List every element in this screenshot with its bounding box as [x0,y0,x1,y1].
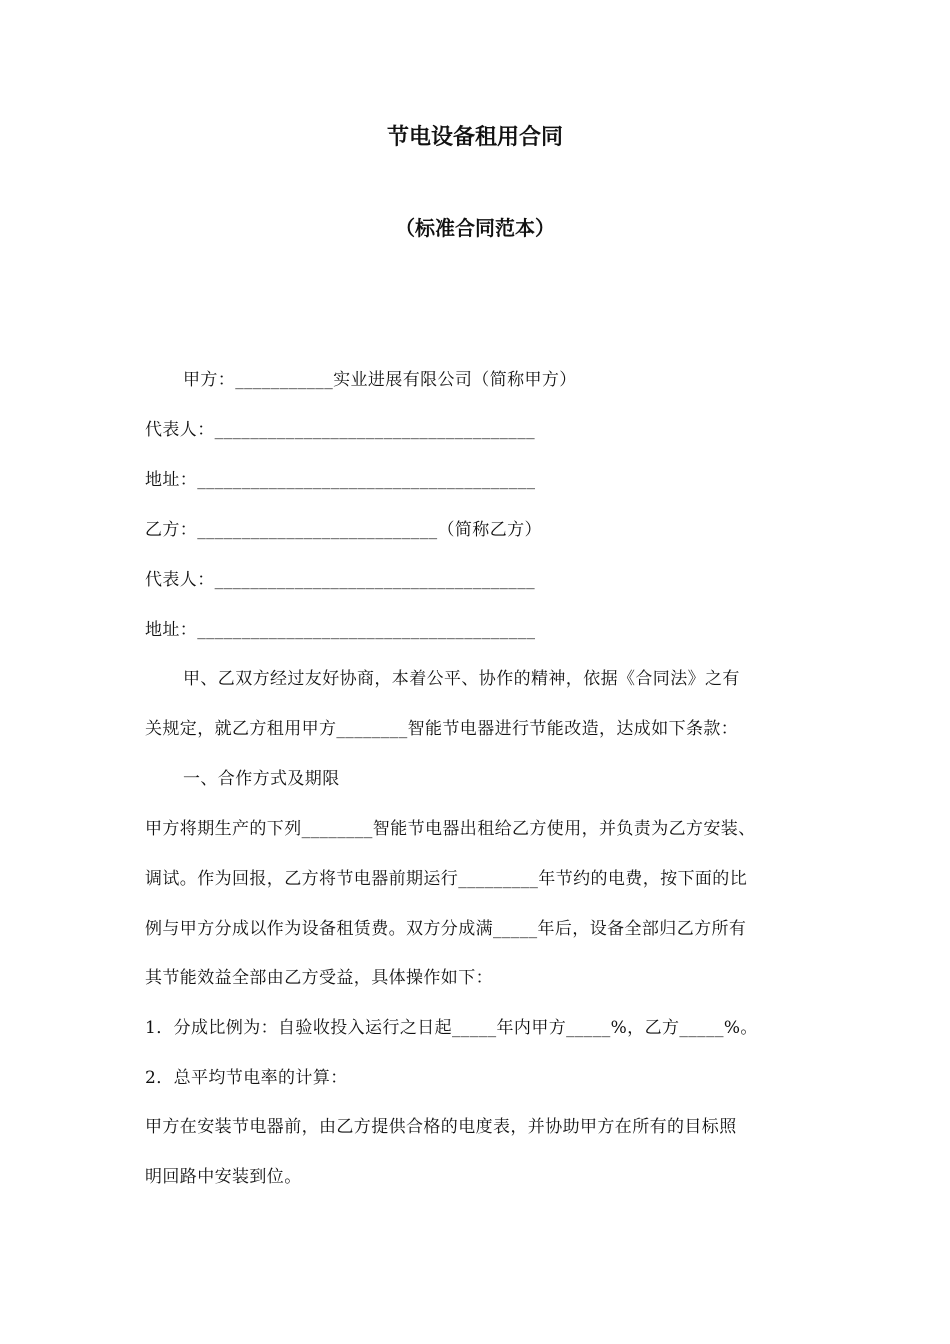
document-title: 节电设备租用合同 [386,125,563,150]
preamble-line-2: 关规定，就乙方租用甲方________智能节电器进行节能改造，达成如下条款： [145,719,739,739]
party-b-address-line: 地址：______________________________________ [145,620,536,640]
item-2-paragraph-line-1: 甲方在安装节电器前，由乙方提供合格的电度表，并协助甲方在所有的目标照 [145,1117,737,1137]
item-2-paragraph-line-2: 明回路中安装到位。 [145,1167,302,1187]
party-b-name-line: 乙方：___________________________（简称乙方） [145,520,542,540]
clause-paragraph-line-2: 调试。作为回报，乙方将节电器前期运行_________年节约的电费，按下面的比 [145,869,748,889]
preamble-line-1: 甲、乙双方经过友好协商，本着公平、协作的精神，依据《合同法》之有 [183,669,740,689]
clause-paragraph-line-4: 其节能效益全部由乙方受益，具体操作如下： [145,968,493,988]
party-a-address-line: 地址：______________________________________ [145,470,536,490]
item-2-line: 2．总平均节电率的计算： [145,1068,348,1088]
document-subtitle: （标准合同范本） [395,216,555,240]
clause-paragraph-line-1: 甲方将期生产的下列________智能节电器出租给乙方使用，并负责为乙方安装、 [145,819,756,839]
party-a-name-line: 甲方：___________实业进展有限公司（简称甲方） [183,370,577,390]
section-heading-1: 一、合作方式及期限 [183,769,340,789]
item-1-line: 1．分成比例为：自验收投入运行之日起_____年内甲方_____%，乙方_____%。 [145,1018,758,1038]
party-a-representative-line: 代表人：____________________________________ [145,420,535,440]
clause-paragraph-line-3: 例与甲方分成以作为设备租赁费。双方分成满_____年后，设备全部归乙方所有 [145,919,747,939]
party-b-representative-line: 代表人：____________________________________ [145,570,535,590]
